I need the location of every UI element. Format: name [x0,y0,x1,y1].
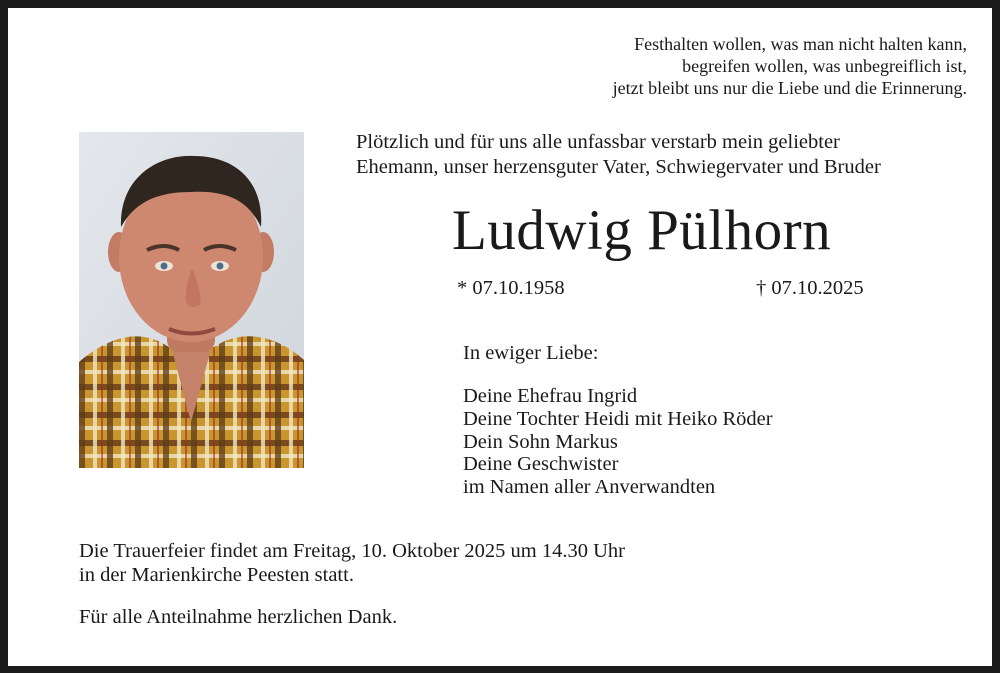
intro-line: Plötzlich und für uns alle unfassbar verstarb mein geliebter [356,131,840,153]
quote-line: Festhalten wollen, was man nicht halten kann, [634,34,967,54]
mourners-list [463,385,773,499]
mourner-line: Deine Tochter Heidi mit Heiko Röder [463,407,773,430]
memorial-quote [447,33,967,99]
funeral-info [79,539,625,587]
intro-line: Ehemann, unser herzensguter Vater, Schwiegervater und Bruder [356,156,881,178]
birth-date: * 07.10.1958 [457,277,565,299]
thanks-text: Für alle Anteilnahme herzlichen Dank. [79,606,398,628]
quote-line: begreifen wollen, was unbegreiflich ist, [682,56,967,76]
mourners-heading: In ewiger Liebe: [463,342,599,364]
funeral-line: Die Trauerfeier findet am Freitag, 10. Oktober 2025 um 14.30 Uhr [79,540,625,562]
death-announcement-intro [356,130,881,180]
mourner-line: Deine Geschwister [463,453,619,476]
quote-line: jetzt bleibt uns nur die Liebe und die Erinnerung. [612,78,967,98]
funeral-line: in der Marienkirche Peesten statt. [79,564,354,586]
portrait-photo [79,132,304,468]
deceased-name: Ludwig Pülhorn [452,199,832,262]
mourner-line: im Namen aller Anverwandten [463,476,716,499]
mourner-line: Deine Ehefrau Ingrid [463,385,638,407]
mourner-line: Dein Sohn Markus [463,430,618,453]
death-date: † 07.10.2025 [756,277,864,299]
